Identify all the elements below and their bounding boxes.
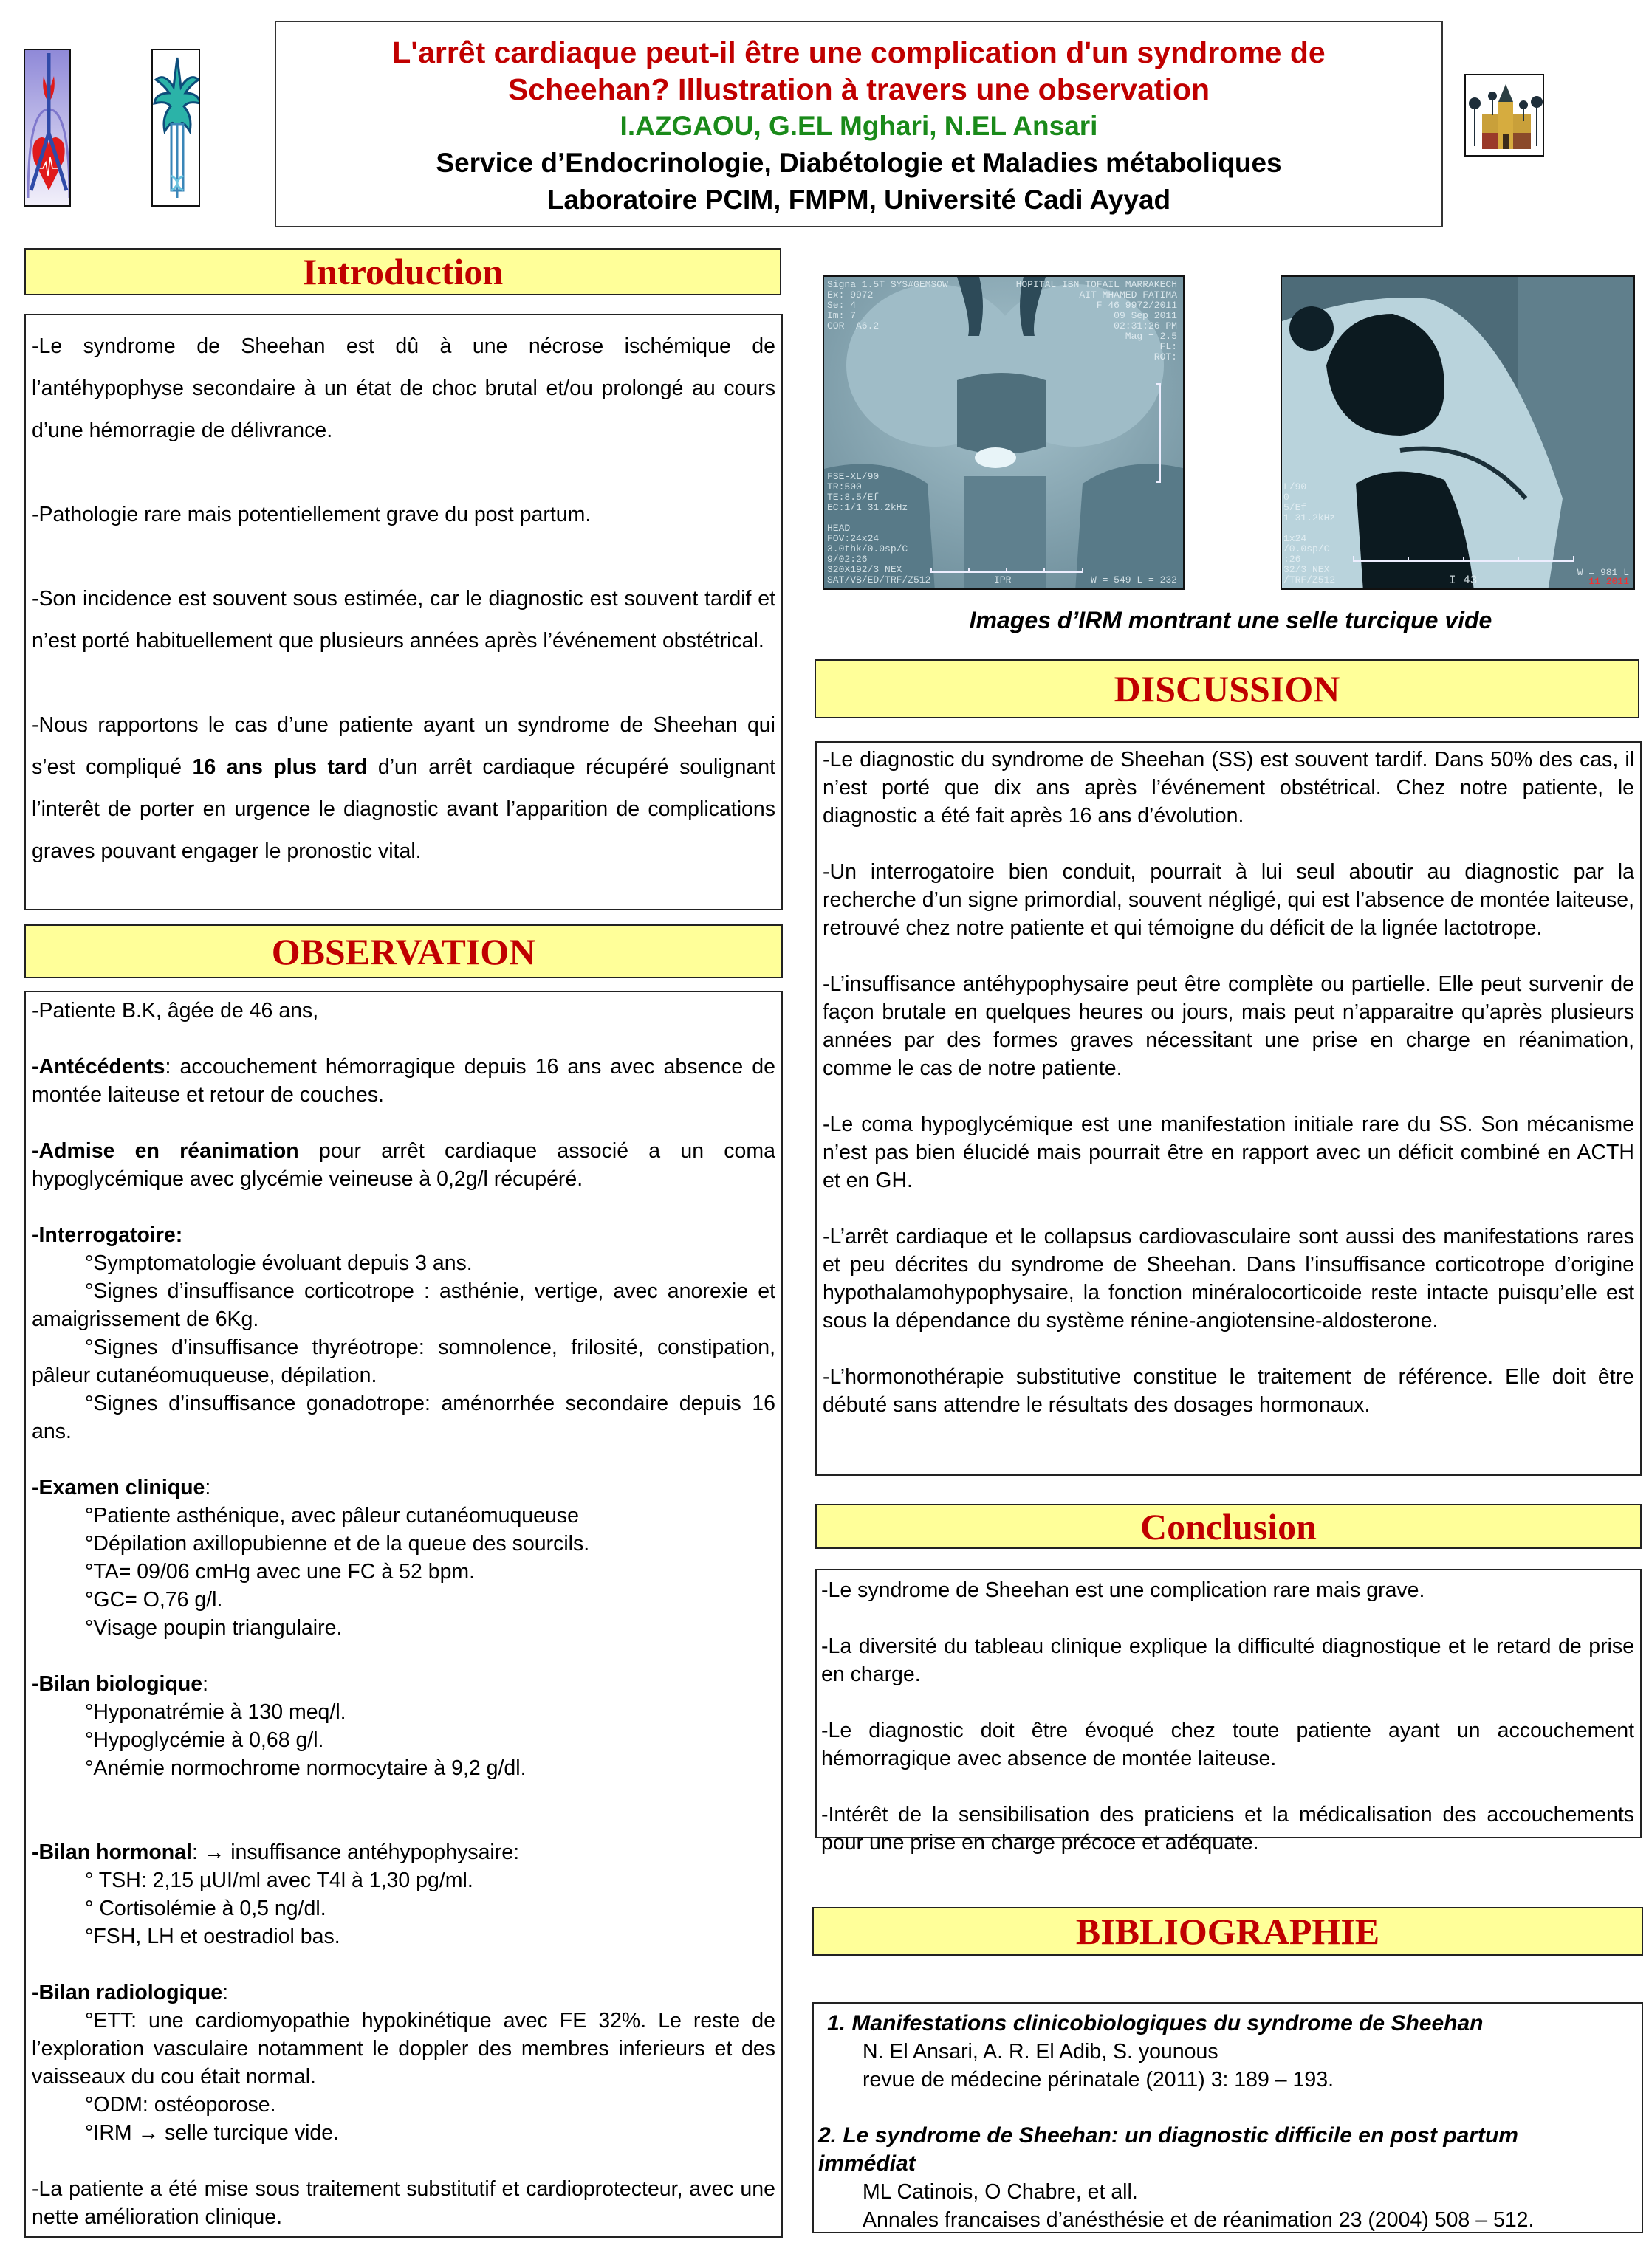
introduction-section	[24, 314, 783, 910]
admission-label: -Admise en réanimation	[32, 1139, 299, 1163]
mri-date-stamp: 11 2011	[1588, 576, 1629, 587]
palm-tree-icon	[153, 50, 200, 207]
hormonal-text: : → insuffisance antéhypophysaire:	[191, 1841, 520, 1864]
thyroid-heart-icon	[25, 50, 71, 207]
examen-item: °Patiente asthénique, avec pâleur cutanéomuqueuse	[85, 1504, 579, 1528]
introduction-heading: Introduction	[302, 251, 504, 292]
interrogatoire-item: °Symptomatologie évoluant depuis 3 ans.	[85, 1251, 473, 1275]
examen-item: °Visage poupin triangulaire.	[85, 1616, 343, 1640]
hormonal-item: ° TSH: 2,15 µUI/ml avec T4l à 1,30 pg/ml.	[85, 1869, 473, 1892]
intro-emphasis: 16 ans plus tard	[192, 755, 368, 779]
biologique-item: °Hyponatrémie à 130 meq/l.	[85, 1700, 346, 1724]
poster-header	[275, 21, 1443, 227]
biologique-item: °Hypoglycémie à 0,68 g/l.	[85, 1728, 324, 1752]
hormonal-item: °FSH, LH et oestradiol bas.	[85, 1925, 340, 1948]
reference-title: 1. Manifestations clinicobiologiques du syndrome de Sheehan	[827, 2011, 1484, 2035]
university-building-logo	[1464, 74, 1544, 157]
conclusion-paragraph: -Intérêt de la sensibilisation des praticiens et la médicalisation des accouchements pour une prise en charge précoce et adéquate.	[821, 1803, 1634, 1855]
mri-overlay-text: W = 549 L = 232	[1090, 574, 1177, 585]
reference-source: revue de médecine périnatale (2011) 3: 189 – 193.	[863, 2068, 1334, 2092]
intro-paragraph: -Pathologie rare mais potentiellement grave du post partum.	[32, 503, 592, 526]
building-icon	[1466, 75, 1544, 157]
radiologique-item: °IRM → selle turcique vide.	[85, 2121, 340, 2145]
mri-overlay-text: FSE-XL/90 TR:500 TE:8.5/Ef EC:1/1 31.2kHz HEAD FOV:24x24 3.0thk/0.0sp/C 9/02:26 320X192/3 NEX SAT/VB/ED/TRF/Z512	[827, 471, 931, 585]
reference-authors: ML Catinois, O Chabre, et all.	[863, 2180, 1138, 2204]
observation-heading-banner	[24, 924, 783, 978]
discussion-heading: DISCUSSION	[1114, 668, 1340, 709]
mri-overlay-text: I 43	[1449, 574, 1478, 587]
reference-item	[818, 2122, 1636, 2234]
admission-text: pour arrêt cardiaque associé a un coma hypoglycémique avec glycémie veineuse à 0,2g/l récupéré.	[32, 1139, 775, 1191]
bibliographie-heading-banner	[812, 1907, 1643, 1956]
antecedents	[32, 1053, 775, 1109]
intro-text: -Nous rapportons le cas d’une patiente ayant un syndrome de Sheehan qui s’est compliqué	[32, 713, 775, 779]
examen-label: -Examen clinique:	[32, 1476, 211, 1499]
radiologique-item: °ODM: ostéoporose.	[85, 2093, 276, 2117]
endocrinology-logo	[24, 49, 71, 207]
conclusion-paragraph: -Le diagnostic doit être évoqué chez toute patiente ayant un accouchement hémorragique avec absence de montée laiteuse.	[821, 1719, 1634, 1770]
department: Service d’Endocrinologie, Diabétologie et Maladies métaboliques	[436, 148, 1282, 178]
discussion-paragraph: -Le diagnostic du syndrome de Sheehan (SS) est souvent tardif. Dans 50% des cas, il n’est porté que dix ans après l’événement obstétrical. Chez notre patiente, le diagnostic a été fait après 16 ans d’évolution.	[823, 748, 1634, 828]
observation-section	[24, 991, 783, 2238]
patient-line: -Patiente B.K, âgée de 46 ans,	[32, 999, 319, 1023]
authors: I.AZGAOU, G.EL Mghari, N.EL Ansari	[620, 111, 1098, 141]
reference-title: 2. Le syndrome de Sheehan: un diagnostic difficile en post partum immédiat	[818, 2123, 1518, 2176]
discussion-paragraph: -L’hormonothérapie substitutive constitue le traitement de référence. Elle doit être débuté sans attendre le résultats des dosages hormonaux.	[823, 1365, 1634, 1417]
examen-item: °TA= 09/06 cmHg avec une FC à 52 bpm.	[85, 1560, 476, 1584]
discussion-paragraph: -Un interrogatoire bien conduit, pourrait à lui seul aboutir au diagnostic par la recherche d’un signe primordial, souvent négligé, qui est l’absence de montée laiteuse, retrouvé chez notre patiente et qui témoigne du déficit de la lignée lactotrope.	[823, 860, 1634, 940]
conclusion-heading-banner	[815, 1504, 1642, 1549]
conclusion-section	[815, 1569, 1642, 1855]
mri-overlay-text: L/90 0 5/Ef 1 31.2kHz 1x24 /0.0sp/C :26 32/3 NEX /TRF/Z512	[1283, 481, 1336, 585]
discussion-paragraph: -L’insuffisance antéhypophysaire peut être complète ou partielle. Elle peut survenir de façon brutale en quelques heures ou jours, mais peut n’apparaitre qu’après plusieurs années par des formes graves nécessitant une prise en charge en réanimation, comme le cas de notre patiente.	[823, 972, 1634, 1080]
palm-tree-logo	[151, 49, 200, 207]
examen-item: °GC= O,76 g/l.	[85, 1588, 223, 1612]
mri-overlay-text: IPR	[994, 574, 1012, 585]
antecedents-text: : accouchement hémorragique depuis 16 ans avec absence de montée laiteuse et retour de couches.	[32, 1055, 775, 1107]
mri-overlay-text: HOPITAL IBN TOFAIL MARRAKECH AIT MHAMED FATIMA F 46 9972/2011 09 Sep 2011 02:31:26 PM Mag = 2.5 FL: ROT:	[1015, 279, 1177, 362]
introduction-heading-banner	[24, 248, 781, 295]
bibliographie-section	[812, 2002, 1643, 2233]
mri-overlay-text: W = 981 L	[1577, 567, 1629, 578]
hormonal-label: -Bilan hormonal	[32, 1841, 192, 1864]
reference-item	[818, 2010, 1636, 2094]
examen-item: °Dépilation axillopubienne et de la queue des sourcils.	[85, 1532, 590, 1556]
discussion-heading-banner	[815, 659, 1639, 718]
radiologique-item: °ETT: une cardiomyopathie hypokinétique avec FE 32%. Le reste de l’exploration vasculaire notamment le doppler des membres inferieurs et des vaisseaux du cou était normal.	[32, 2009, 775, 2089]
bibliographie-heading: BIBLIOGRAPHIE	[1075, 1911, 1380, 1952]
discussion-section	[815, 741, 1642, 1476]
conclusion-heading: Conclusion	[1140, 1505, 1317, 1547]
discussion-paragraph: -Le coma hypoglycémique est une manifestation initiale rare du SS. Son mécanisme n’est pas bien élucidé mais pourrait être en rapport avec un déficit combiné en ACTH et en GH.	[823, 1113, 1634, 1192]
intro-text: d’un arrêt cardiaque récupéré soulignant l’interêt de porter en urgence le diagnostic avant l’apparition de complications graves pouvant engager le pronostic vital.	[32, 755, 776, 863]
admission	[32, 1137, 775, 1193]
conclusion-paragraph: -Le syndrome de Sheehan est une complication rare mais grave.	[821, 1578, 1425, 1602]
reference-authors: N. El Ansari, A. R. El Adib, S. younous	[863, 2040, 1218, 2063]
poster-title-line-1: L'arrêt cardiaque peut-il être une complication d'un syndrome de	[392, 35, 1326, 69]
reference-source: Annales francaises d’anésthésie et de réanimation 23 (2004) 508 – 512.	[863, 2208, 1535, 2232]
observation-heading: OBSERVATION	[271, 930, 536, 972]
intro-paragraph: -Le syndrome de Sheehan est dû à une nécrose ischémique de l’antéhypophyse secondaire à un état de choc brutal et/ou prolongé au cours d’une hémorragie de délivrance.	[32, 334, 775, 442]
hormonal-item: ° Cortisolémie à 0,5 ng/dl.	[85, 1897, 326, 1920]
figure-caption: Images d’IRM montrant une selle turcique vide	[969, 607, 1492, 633]
mri-overlay-text: Signa 1.5T SYS#GEMSOW Ex: 9972 Se: 4 Im: 7 COR A6.2	[827, 279, 948, 331]
biologique-label: -Bilan biologique:	[32, 1672, 209, 1696]
mri-coronal-image	[823, 275, 1185, 590]
discussion-paragraph: -L’arrêt cardiaque et le collapsus cardiovasculaire sont aussi des manifestations rares et peu décrites du syndrome de Sheehan. Dans l’insuffisance corticotrope d’origine hypothalamohypophysaire, la fonction minéralocorticoide reste intacte puisqu’elle est sous la dépendance du système rénine-angiotensine-aldosterone.	[823, 1225, 1634, 1333]
conclusion-paragraph: -La diversité du tableau clinique explique la difficulté diagnostique et le retard de prise en charge.	[821, 1635, 1634, 1686]
biologique-item: °Anémie normochrome normocytaire à 9,2 g/dl.	[85, 1756, 527, 1780]
intro-paragraph: -Son incidence est souvent sous estimée, car le diagnostic est souvent tardif et n’est porté habituellement que plusieurs années après l’événement obstétrical.	[32, 587, 775, 653]
intro-paragraph	[32, 704, 775, 873]
antecedents-label: -Antécédents	[32, 1055, 165, 1079]
observation-conclusion: -La patiente a été mise sous traitement substitutif et cardioprotecteur, avec une nette amélioration clinique.	[32, 2177, 775, 2229]
interrogatoire-item: °Signes d’insuffisance gonadotrope: aménorrhée secondaire depuis 16 ans.	[32, 1392, 775, 1443]
interrogatoire-label: -Interrogatoire:	[32, 1223, 183, 1247]
mri-sagittal-image	[1281, 275, 1635, 590]
interrogatoire-item: °Signes d’insuffisance corticotrope : asthénie, vertige, avec anorexie et amaigrissement de 6Kg.	[32, 1279, 775, 1331]
poster-title-line-2: Scheehan? Illustration à travers une observation	[507, 72, 1210, 106]
interrogatoire-item: °Signes d’insuffisance thyréotrope: somnolence, frilosité, constipation, pâleur cutanéomuqueuse, dépilation.	[32, 1336, 775, 1387]
laboratory: Laboratoire PCIM, FMPM, Université Cadi Ayyad	[546, 185, 1171, 215]
radiologique-label: -Bilan radiologique:	[32, 1981, 229, 2004]
hormonal	[32, 1838, 775, 1866]
